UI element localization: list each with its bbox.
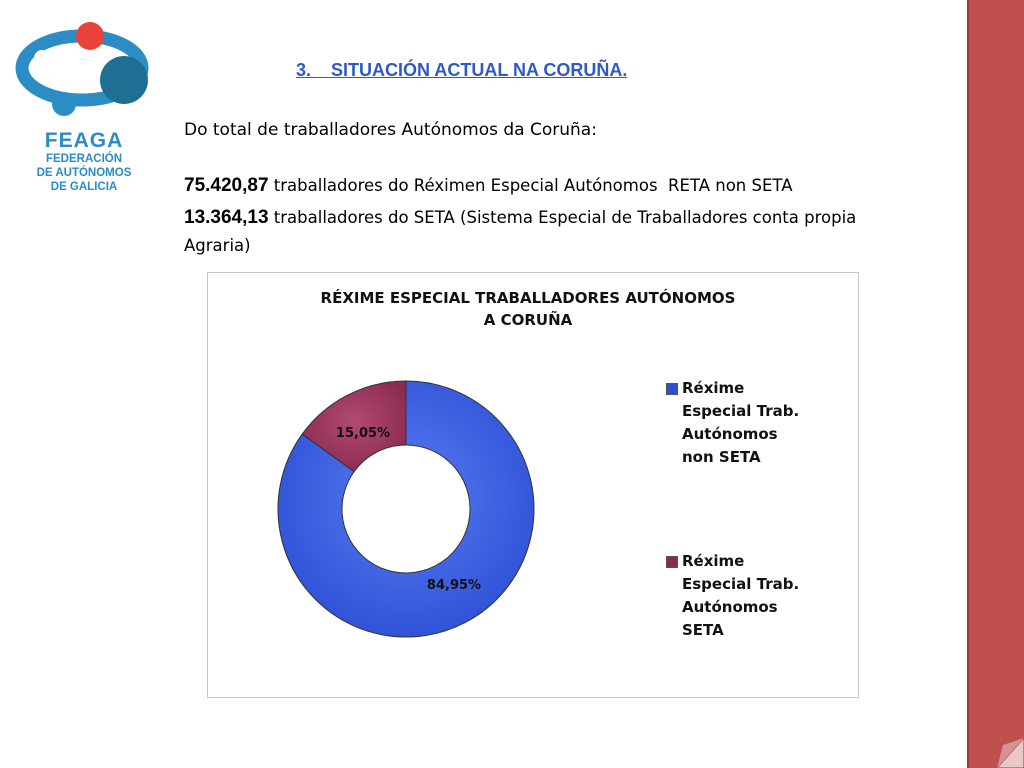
legend-label: [682, 550, 842, 642]
legend-line: Autónomos: [682, 425, 778, 443]
feaga-logo-icon: [14, 18, 154, 118]
legend-swatch: [666, 383, 678, 395]
logo-subtitle-line: FEDERACIÓN: [45, 153, 123, 165]
slide-title: 3. SITUACIÓN ACTUAL NA CORUÑA.: [296, 60, 628, 80]
legend-line: Especial Trab.: [682, 575, 800, 593]
legend-line: Autónomos: [682, 598, 778, 616]
logo-name: FEAGA: [44, 129, 124, 152]
stat-value: 13.364,13: [184, 207, 269, 228]
stat-line-reta: [184, 172, 884, 200]
donut-chart: [207, 272, 859, 698]
legend-line: Especial Trab.: [682, 402, 800, 420]
logo-subtitle-line: DE GALICIA: [50, 181, 118, 193]
legend-label: [682, 377, 842, 469]
logo-subtitle-line: DE AUTÓNOMOS: [36, 167, 132, 179]
legend-line: Réxime: [682, 552, 745, 570]
legend-line: non SETA: [682, 448, 761, 466]
chart-title-line: A CORUÑA: [483, 311, 573, 329]
stat-value: 75.420,87: [184, 175, 269, 196]
data-label: 15,05%: [335, 426, 391, 441]
page-curl-decoration: [967, 0, 1024, 768]
data-label: 84,95%: [426, 578, 482, 593]
stat-line-seta: [184, 204, 884, 260]
legend-line: SETA: [682, 621, 724, 639]
intro-text: Do total de traballadores Autónomos da Coruña:: [184, 120, 597, 140]
legend-line: Réxime: [682, 379, 745, 397]
legend-swatch: [666, 556, 678, 568]
stat-text: traballadores do SETA (Sistema Especial de Traballadores conta propia Agraria): [184, 208, 857, 255]
logo-text: [14, 130, 154, 194]
stat-text: traballadores do Réximen Especial Autónomos RETA non SETA: [273, 176, 793, 195]
chart-title-line: RÉXIME ESPECIAL TRABALLADORES AUTÓNOMOS: [320, 289, 736, 307]
